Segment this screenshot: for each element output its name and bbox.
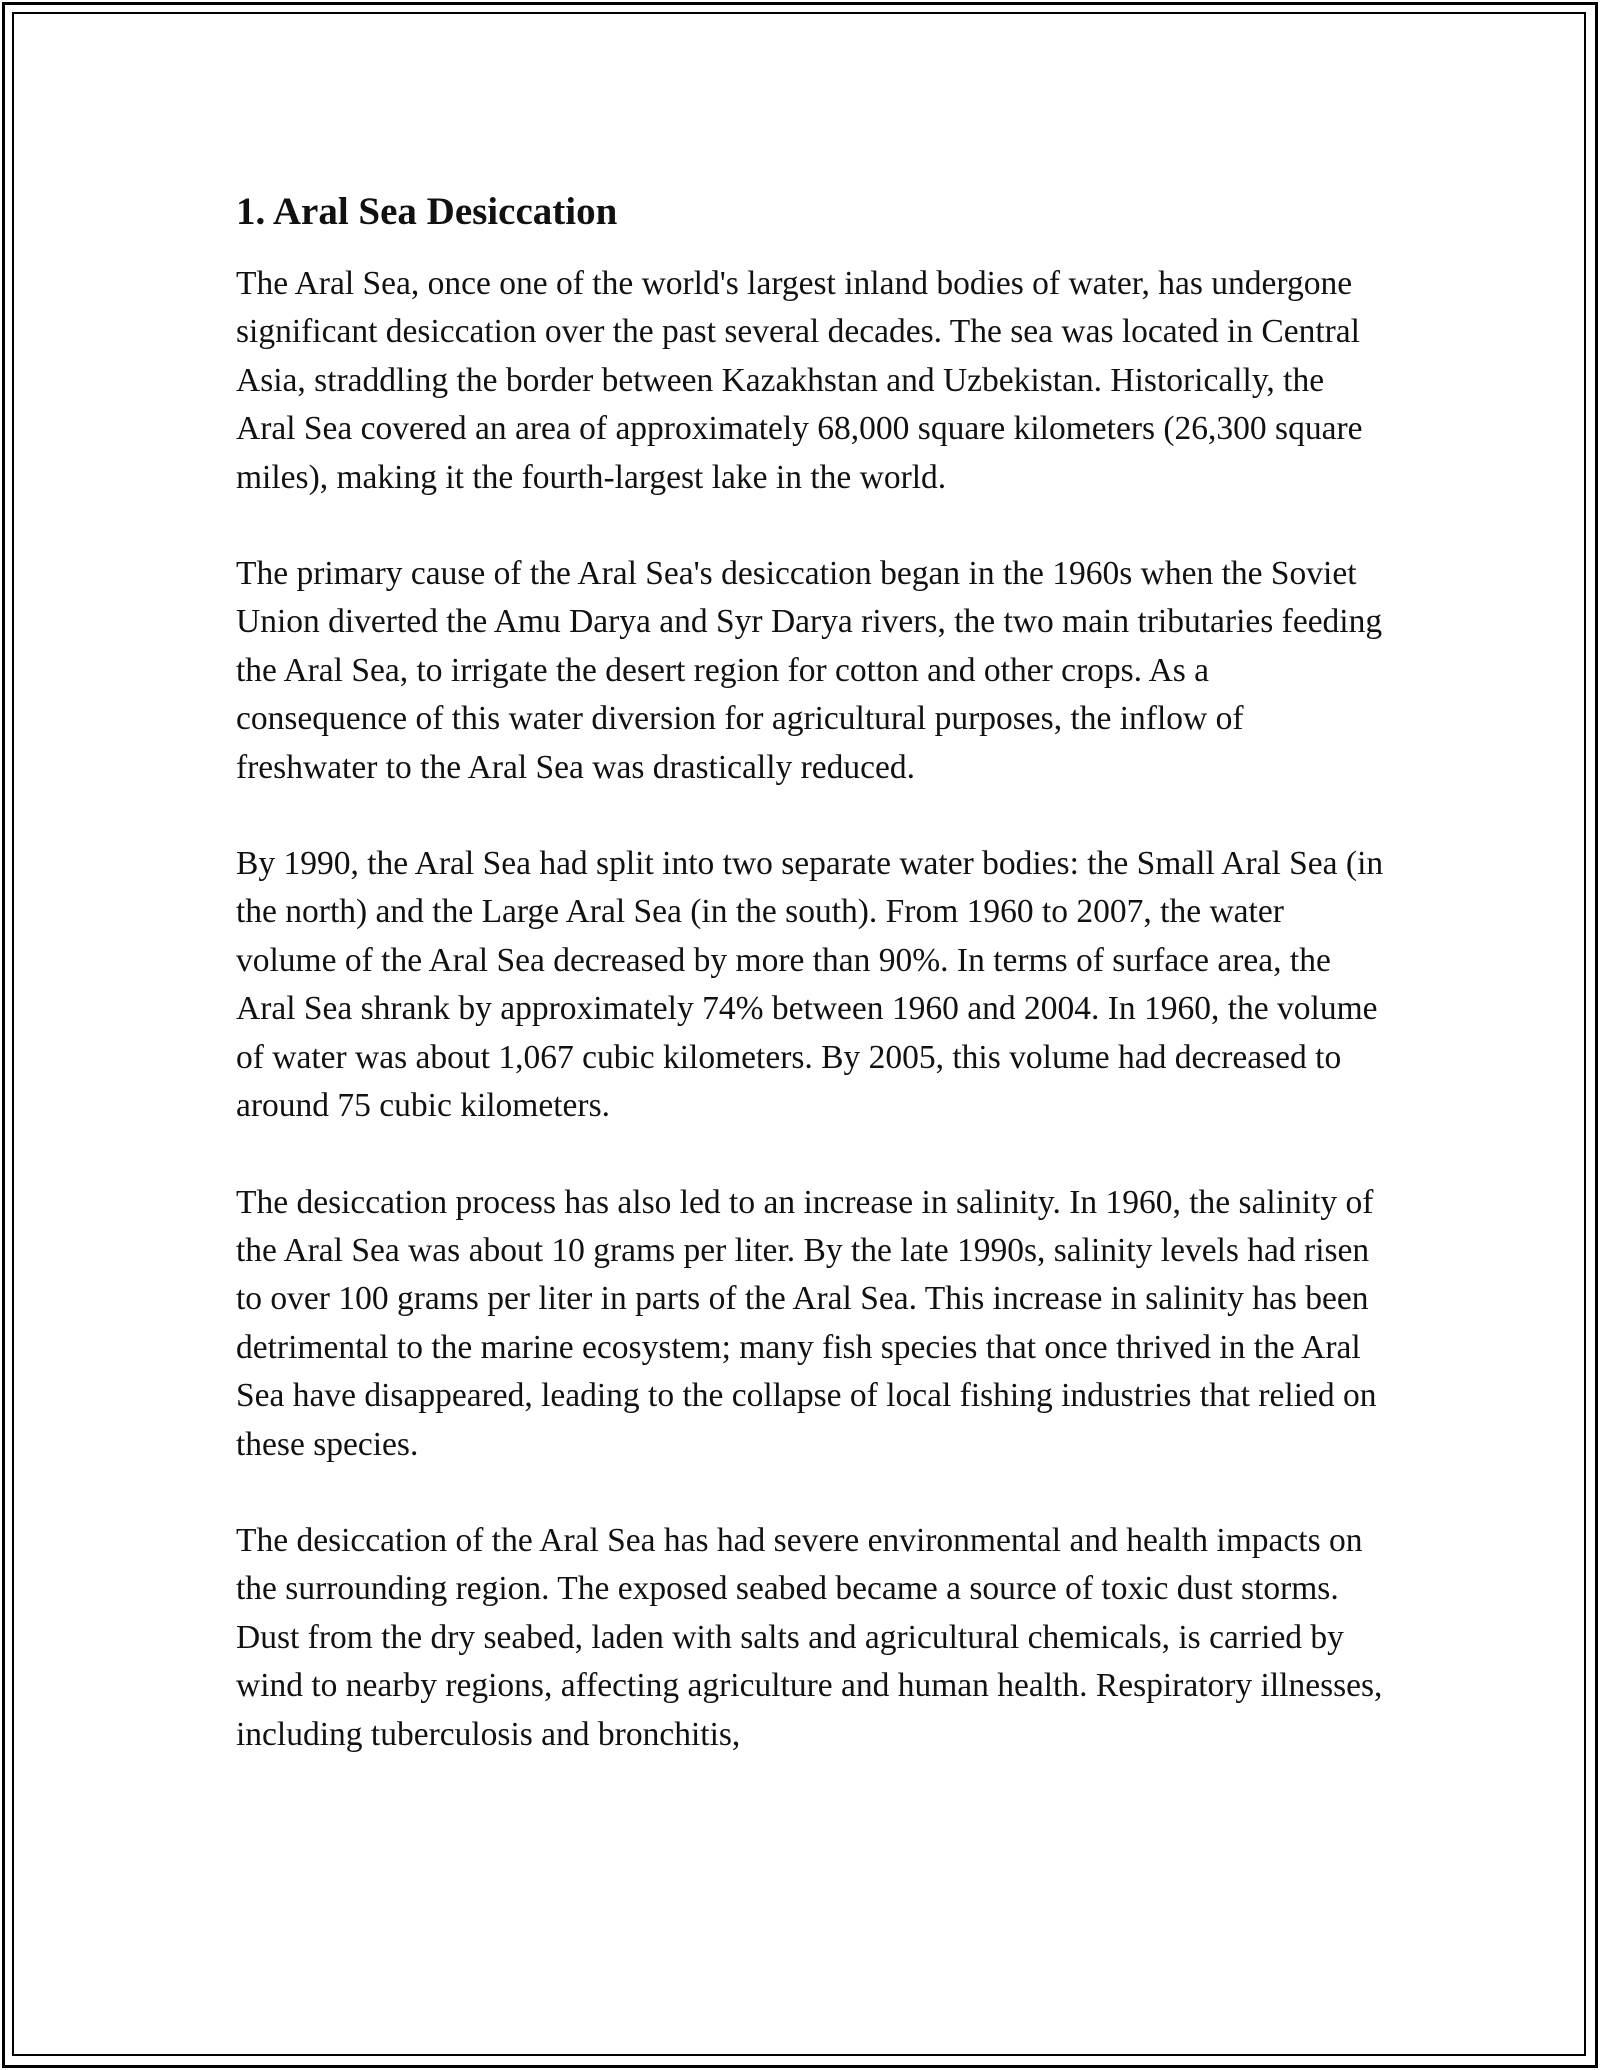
paragraph-salinity: The desiccation process has also led to an increase in salinity. In 1960, the salinity of the Aral Sea was about 10 grams per liter. By the late 1990s, salinity levels had risen to over 100 grams per liter in parts of the Aral Sea. This increase in salinity has been detrimental to the marine ecosystem; many fish species that once thrived in the Aral Sea have disappeared, leading to the collapse of local fishing industries that relied on these species. (236, 1183, 1377, 1463)
paragraph-volume-decline: By 1990, the Aral Sea had split into two separate water bodies: the Small Aral Sea (in the north) and the Large Aral Sea (in the south). From 1960 to 2007, the water volume of the Aral Sea decreased by more than 90%. In terms of surface area, the Aral Sea shrank by approximately 74% between 1960 and 2004. In 1960, the volume of water was about 1,067 cubic kilometers. By 2005, this volume had decreased to around 75 cubic kilometers. (236, 845, 1384, 1125)
section-title: 1. Aral Sea Desiccation (236, 190, 618, 233)
paragraph-health-impacts: The desiccation of the Aral Sea has had severe environmental and health impacts on the surrounding region. The exposed seabed became a source of toxic dust storms. Dust from the dry seabed, laden with salts and agricultural chemicals, is carried by wind to nearby regions, affecting agriculture and human health. Respiratory illnesses, including tuberculosis and bronchitis, (236, 1521, 1383, 1753)
paragraph-primary-cause: The primary cause of the Aral Sea's desiccation began in the 1960s when the Soviet Union diverted the Amu Darya and Syr Darya rivers, the two main tributaries feeding the Aral Sea, to irrigate the desert region for cotton and other crops. As a consequence of this water diversion for agricultural purposes, the inflow of freshwater to the Aral Sea was drastically reduced. (236, 555, 1383, 786)
document-body (236, 186, 1386, 1807)
paragraph-area-history: The Aral Sea, once one of the world's largest inland bodies of water, has undergone significant desiccation over the past several decades. The sea was located in Central Asia, straddling the border between Kazakhstan and Uzbekistan. Historically, the Aral Sea covered an area of approximately 68,000 square kilometers (26,300 square miles), making it the fourth-largest lake in the world. (236, 265, 1363, 496)
